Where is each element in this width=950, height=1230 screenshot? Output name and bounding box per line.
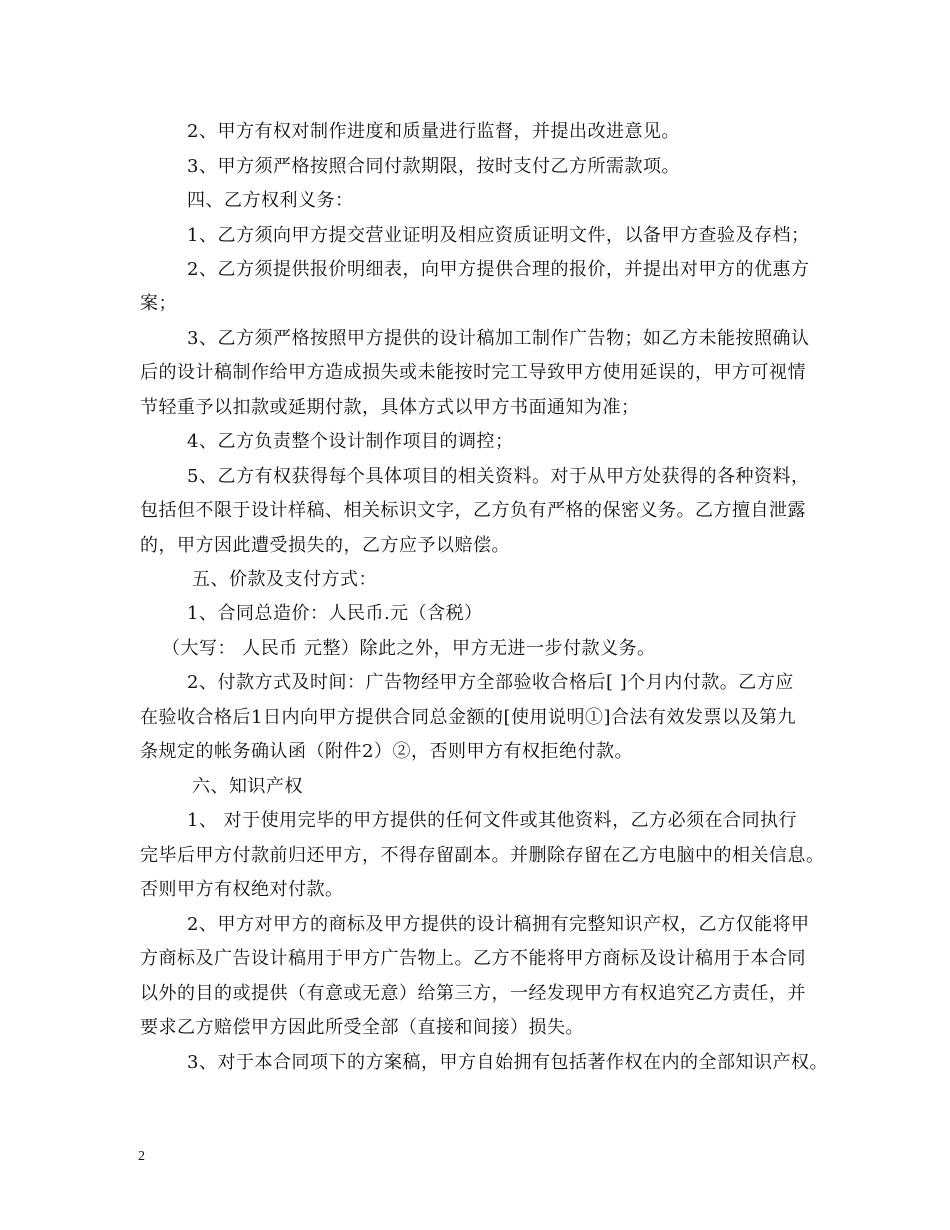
text-line: 3、乙方须严格按照甲方提供的设计稿加工制作广告物；如乙方未能按照确认: [187, 328, 810, 349]
text-line: 要求乙方赔偿甲方因此所受全部（直接和间接）损失。: [140, 1017, 584, 1038]
section-heading: 六、知识产权: [192, 776, 303, 797]
text-line: 以外的目的或提供（有意或无意）给第三方，一经发现甲方有权追究乙方责任，并: [140, 983, 806, 1004]
text-line: 2、甲方有权对制作进度和质量进行监督，并提出改进意见。: [187, 121, 680, 142]
text-line: 4、乙方负责整个设计制作项目的调控；: [187, 431, 514, 452]
text-line: 2、付款方式及时间：广告物经甲方全部验收合格后[ ]个月内付款。乙方应: [187, 672, 794, 693]
text-line: 1、 对于使用完毕的甲方提供的任何文件或其他资料，乙方必须在合同执行: [187, 810, 798, 831]
text-line: 的，甲方因此遭受损失的，乙方应予以赔偿。: [140, 535, 510, 556]
text-line: 3、甲方须严格按照合同付款期限，按时支付乙方所需款项。: [187, 156, 680, 177]
text-line: 后的设计稿制作给甲方造成损失或未能按时完工导致甲方使用延误的，甲方可视情: [140, 362, 806, 383]
text-line: 1、乙方须向甲方提交营业证明及相应资质证明文件，以备甲方查验及存档；: [187, 225, 810, 246]
page-number: 2: [138, 1149, 145, 1164]
text-line: 方商标及广告设计稿用于甲方广告物上。乙方不能将甲方商标及设计稿用于本合同: [140, 948, 806, 969]
text-line: 否则甲方有权绝对付款。: [140, 879, 344, 900]
text-line: 案；: [140, 293, 177, 314]
text-line: 5、乙方有权获得每个具体项目的相关资料。对于从甲方处获得的各种资料，: [187, 466, 810, 487]
text-line: 3、对于本合同项下的方案稿，甲方自始拥有包括著作权在内的全部知识产权。: [187, 1052, 828, 1073]
text-line: 2、乙方须提供报价明细表，向甲方提供合理的报价，并提出对甲方的优惠方: [187, 259, 810, 280]
text-line: 在验收合格后1日内向甲方提供合同总金额的[使用说明①]合法有效发票以及第九: [140, 707, 796, 728]
text-line: （大写： 人民币 元整）除此之外，甲方无进一步付款义务。: [162, 638, 656, 659]
text-line: 1、合同总造价：人民币.元（含税）: [187, 603, 483, 624]
section-heading: 五、价款及支付方式：: [192, 569, 377, 590]
text-line: 完毕后甲方付款前归还甲方，不得存留副本。并删除存留在乙方电脑中的相关信息。: [140, 845, 825, 866]
text-line: 节轻重予以扣款或延期付款，具体方式以甲方书面通知为准；: [140, 397, 640, 418]
text-line: 包括但不限于设计样稿、相关标识文字，乙方负有严格的保密义务。乙方擅自泄露: [140, 500, 806, 521]
section-heading: 四、乙方权利义务：: [187, 190, 354, 211]
text-line: 2、甲方对甲方的商标及甲方提供的设计稿拥有完整知识产权，乙方仅能将甲: [187, 914, 810, 935]
text-line: 条规定的帐务确认函（附件2）②，否则甲方有权拒绝付款。: [140, 741, 633, 762]
